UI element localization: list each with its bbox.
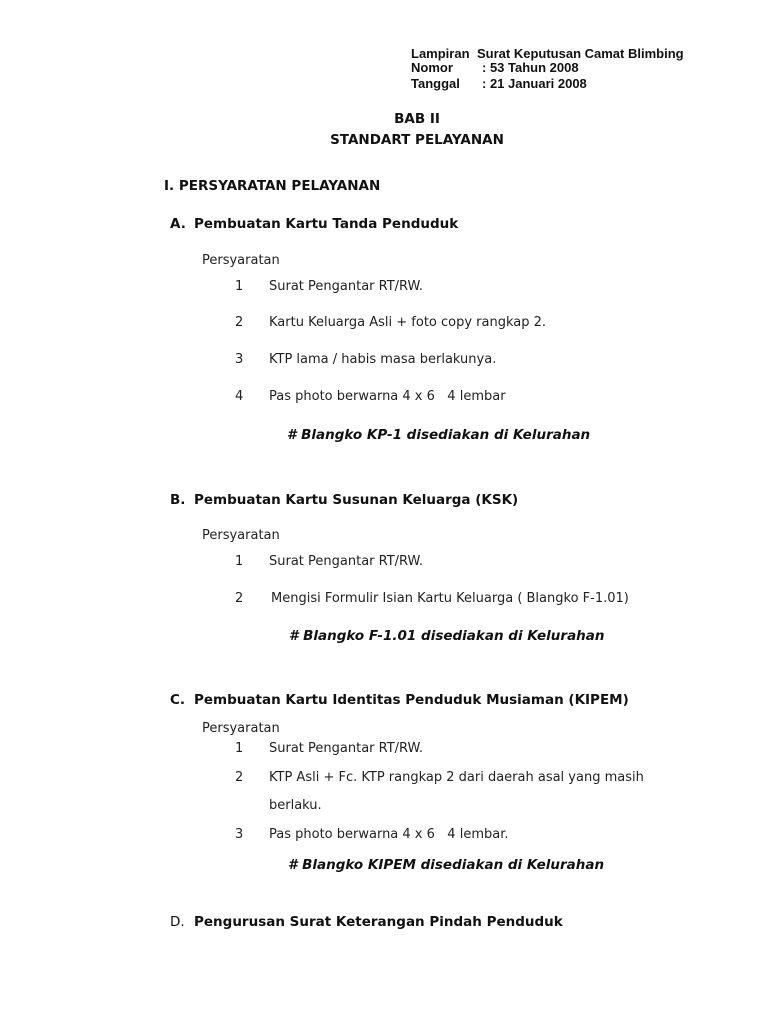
list-item: Surat Pengantar RT/RW. [269, 554, 424, 569]
chapter-title: BAB II [394, 111, 440, 127]
item-number: 1 [235, 279, 244, 294]
subsection-a-letter: A. [170, 216, 186, 232]
item-number: 3 [235, 827, 244, 842]
subsection-d-letter: D. [170, 914, 185, 930]
lampiran-value: Surat Keputusan Camat Blimbing [477, 46, 684, 61]
item-number: 2 [235, 770, 244, 785]
list-item: Surat Pengantar RT/RW. [269, 279, 424, 294]
list-item: Kartu Keluarga Asli + foto copy rangkap 2. [269, 315, 547, 330]
subsection-b-title: Pembuatan Kartu Susunan Keluarga (KSK) [194, 492, 519, 508]
tanggal-value: : 21 Januari 2008 [482, 76, 587, 91]
subsection-a-title: Pembuatan Kartu Tanda Penduduk [194, 216, 459, 232]
list-item: Mengisi Formulir Isian Kartu Keluarga ( Blangko F-1.01) [271, 591, 629, 606]
section-heading: I. PERSYARATAN PELAYANAN [164, 178, 381, 194]
item-number: 4 [235, 389, 244, 404]
item-number: 1 [235, 554, 244, 569]
item-number: 1 [235, 741, 244, 756]
list-item-continuation: berlaku. [269, 798, 322, 813]
requirements-label: Persyaratan [202, 528, 280, 543]
requirements-label: Persyaratan [202, 253, 280, 268]
tanggal-label: Tanggal [411, 76, 460, 91]
item-number: 2 [235, 315, 244, 330]
subsection-c-title: Pembuatan Kartu Identitas Penduduk Musiaman (KIPEM) [194, 692, 629, 708]
list-item: Pas photo berwarna 4 x 6 4 lembar [269, 389, 506, 404]
nomor-value: : 53 Tahun 2008 [482, 60, 579, 75]
subsection-d-title: Pengurusan Surat Keterangan Pindah Penduduk [194, 914, 563, 930]
list-item: KTP lama / habis masa berlakunya. [269, 352, 497, 367]
requirements-label: Persyaratan [202, 721, 280, 736]
form-note: # Blangko KIPEM disediakan di Kelurahan [288, 857, 605, 873]
page-title: STANDART PELAYANAN [330, 132, 504, 148]
subsection-c-letter: C. [170, 692, 186, 708]
item-number: 2 [235, 591, 244, 606]
lampiran-label: Lampiran [411, 46, 470, 61]
subsection-b-letter: B. [170, 492, 186, 508]
form-note: # Blangko F-1.01 disediakan di Kelurahan [289, 628, 605, 644]
list-item: Surat Pengantar RT/RW. [269, 741, 424, 756]
item-number: 3 [235, 352, 244, 367]
nomor-label: Nomor [411, 60, 453, 75]
list-item: KTP Asli + Fc. KTP rangkap 2 dari daerah asal yang masih [269, 770, 644, 785]
list-item: Pas photo berwarna 4 x 6 4 lembar. [269, 827, 509, 842]
form-note: # Blangko KP-1 disediakan di Kelurahan [287, 427, 591, 443]
